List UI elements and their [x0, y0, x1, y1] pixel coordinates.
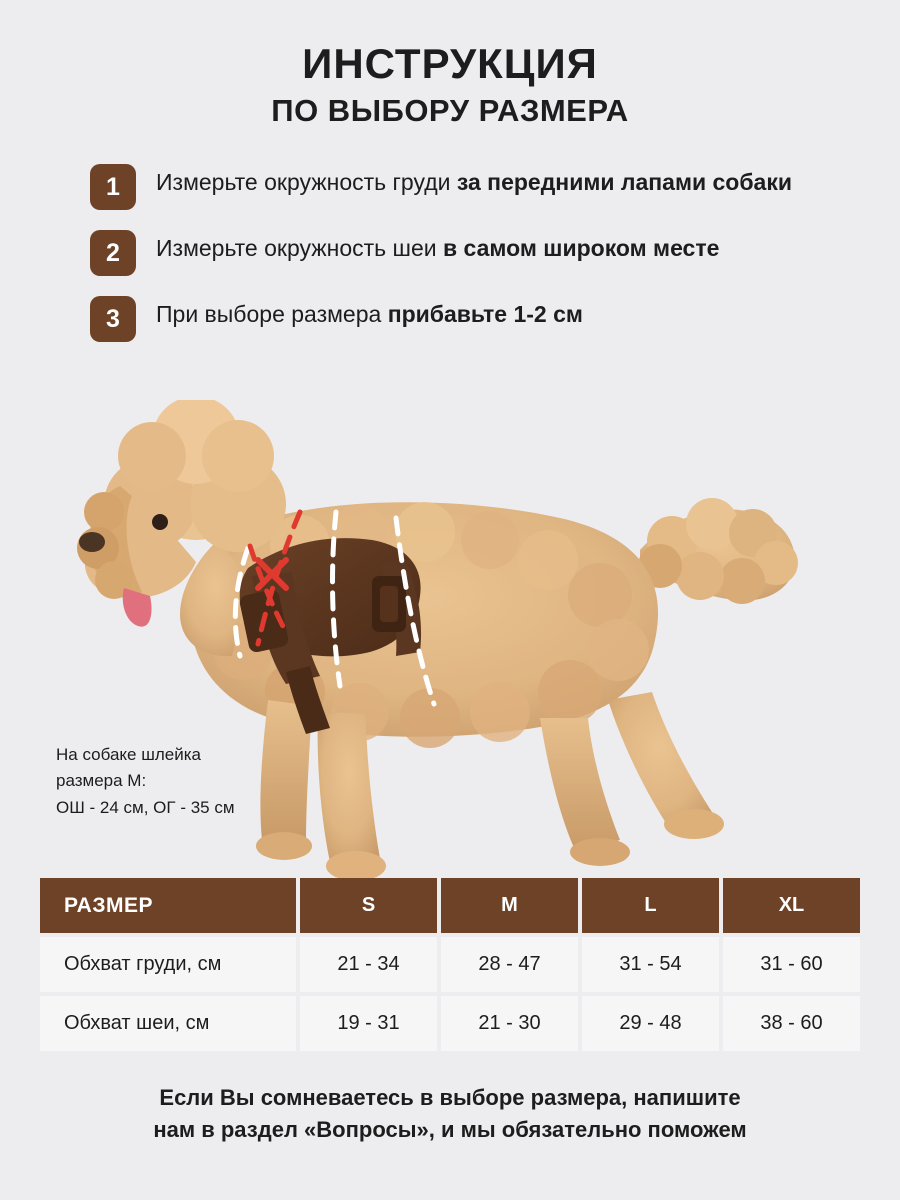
table-header-label: РАЗМЕР: [40, 878, 296, 933]
page-header: [0, 0, 900, 128]
page-title: ИНСТРУКЦИЯ: [302, 40, 598, 87]
neck-value-s: 19 - 31: [300, 996, 437, 1051]
step-text-bold: за передними лапами собаки: [456, 169, 793, 196]
page-subtitle: ПО ВЫБОРУ РАЗМЕРА: [271, 93, 629, 129]
table-header-size-s: S: [300, 878, 437, 933]
footer-message: [0, 1082, 900, 1146]
step-text-bold: прибавьте 1-2 см: [387, 301, 583, 328]
caption-line-1: На собаке шлейка: [56, 745, 201, 764]
instruction-step-2: [90, 228, 840, 276]
table-header-size-xl: XL: [723, 878, 860, 933]
step-number-badge: 1: [90, 164, 136, 210]
chest-value-m: 28 - 47: [441, 937, 578, 992]
table-row: [40, 937, 860, 992]
table-header-row: [40, 878, 860, 933]
row-label-chest: Обхват груди, см: [40, 937, 296, 992]
step-text: [156, 294, 583, 329]
photo-caption: [56, 742, 235, 821]
chest-value-xl: 31 - 60: [723, 937, 860, 992]
neck-value-l: 29 - 48: [582, 996, 719, 1051]
row-label-neck: Обхват шеи, см: [40, 996, 296, 1051]
caption-line-3: ОШ - 24 см, ОГ - 35 см: [56, 797, 235, 817]
instruction-step-1: [90, 162, 840, 210]
step-text-normal: При выборе размера: [156, 301, 388, 328]
footer-line-1: Если Вы сомневаетесь в выборе размера, напишите: [159, 1085, 741, 1110]
step-text-bold: в самом широком месте: [443, 235, 720, 262]
instruction-step-3: [90, 294, 840, 342]
step-text: [156, 162, 792, 197]
chest-value-s: 21 - 34: [300, 937, 437, 992]
chest-value-l: 31 - 54: [582, 937, 719, 992]
neck-value-xl: 38 - 60: [723, 996, 860, 1051]
neck-value-m: 21 - 30: [441, 996, 578, 1051]
dog-photo: [0, 400, 900, 900]
caption-line-2: размера М:: [56, 771, 147, 791]
step-text-normal: Измерьте окружность груди: [156, 169, 457, 196]
table-header-size-m: M: [441, 878, 578, 933]
step-number-badge: 2: [90, 230, 136, 276]
step-text-normal: Измерьте окружность шеи: [156, 235, 444, 262]
instruction-steps: [0, 162, 900, 342]
table-header-size-l: L: [582, 878, 719, 933]
table-row: [40, 996, 860, 1051]
step-number-badge: 3: [90, 296, 136, 342]
footer-line-2: нам в раздел «Вопросы», и мы обязательно поможем: [153, 1116, 747, 1142]
dog-illustration: [0, 400, 900, 900]
size-table: [40, 878, 860, 1055]
step-text: [156, 228, 719, 263]
